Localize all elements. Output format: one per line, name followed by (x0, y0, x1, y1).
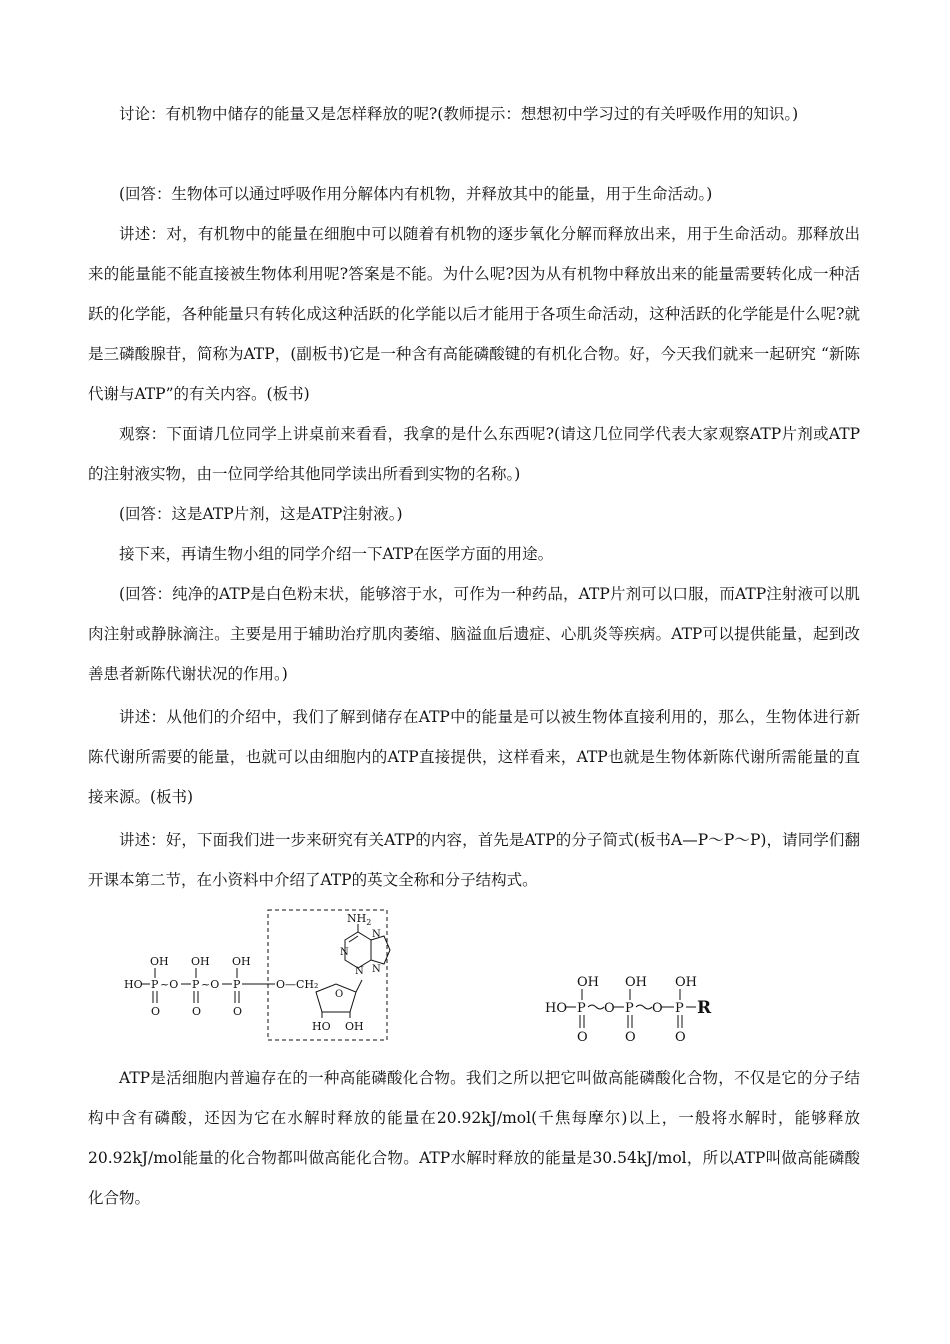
label-r-obridge1: O (604, 1001, 615, 1016)
label-r-oh2: OH (625, 975, 647, 990)
label-ring-oh: OH (345, 1020, 364, 1033)
paragraph-next: 接下来，再请生物小组的同学介绍一下ATP在医学方面的用途。 (119, 545, 554, 563)
label-o2: O (192, 1005, 202, 1018)
atp-full-structure (124, 910, 390, 1040)
label-oh3: OH (232, 955, 251, 968)
paragraph-discussion: 讨论：有机物中储存的能量又是怎样释放的呢?(教师提示：想想初中学习过的有关呼吸作用的知识。) (119, 105, 799, 123)
label-tilde-o2: ~O (201, 978, 220, 991)
label-n3: N (372, 929, 381, 940)
label-r-ho: HO (545, 1001, 567, 1016)
label-n4: N (372, 964, 381, 975)
atp-simplified-structure (545, 975, 712, 1045)
label-r-p1: P (577, 1001, 586, 1016)
label-r-o1: O (577, 1030, 588, 1045)
atp-structure-figure (0, 900, 950, 1050)
label-ring-ho: HO (312, 1020, 331, 1033)
label-r-o3: O (675, 1030, 686, 1045)
label-nh2: $NH_2$ (347, 912, 372, 927)
label-ring-o: O (335, 989, 344, 1000)
label-r-group: R (697, 998, 712, 1018)
label-o1: O (151, 1005, 161, 1018)
paragraph-narration-energy: 讲述：从他们的介绍中，我们了解到储存在ATP中的能量是可以被生物体直接利用的，那么，生物体进行新陈代谢所需要的能量，也就可以由细胞内的ATP直接提供，这样看来，ATP也就是生物体新陈代谢所需能量的直接来源。(板书) (88, 708, 860, 806)
label-oh2: OH (191, 955, 210, 968)
paragraph-observation: 观察：下面请几位同学上讲桌前来看看，我拿的是什么东西呢?(请这几位同学代表大家观察ATP片剂或ATP的注射液实物，由一位同学给其他同学读出所看到实物的名称。) (88, 425, 860, 483)
label-oh1: OH (150, 955, 169, 968)
paragraph-answer-respiration: (回答：生物体可以通过呼吸作用分解体内有机物，并释放其中的能量，用于生命活动。) (119, 185, 713, 203)
label-n1: N (340, 947, 349, 958)
label-n2: N (355, 966, 364, 977)
label-r-p3: P (675, 1001, 684, 1016)
label-o-ch2: O—CH₂ (276, 978, 319, 991)
paragraph-narration-atp: 讲述：对，有机物中的能量在细胞中可以随着有机物的逐步氧化分解而释放出来，用于生命活动。那释放出来的能量能不能直接被生物体利用呢?答案是不能。为什么呢?因为从有机物中释放出来的能量需要转化成一种活跃的化学能，各种能量只有转化成这种活跃的化学能以后才能用于各项生命活动，这种活跃的化学能是什么呢?就是三磷酸腺苷，简称为ATP，(副板书)它是一种含有高能磷酸键的有机化合物。好，今天我们就来一起研究 “新陈代谢与ATP”的有关内容。(板书) (88, 225, 860, 403)
label-r-oh3: OH (675, 975, 697, 990)
label-p2: P (192, 978, 200, 991)
paragraph-answer-medical: (回答：纯净的ATP是白色粉末状，能够溶于水，可作为一种药品，ATP片剂可以口服，而ATP注射液可以肌肉注射或静脉滴注。主要是用于辅助治疗肌肉萎缩、脑溢血后遗症、心肌炎等疾病。ATP可以提供能量，起到改善患者新陈代谢状况的作用。) (88, 585, 860, 683)
label-r-p2: P (625, 1001, 634, 1016)
paragraph-high-energy: ATP是活细胞内普遍存在的一种高能磷酸化合物。我们之所以把它叫做高能磷酸化合物，不仅是它的分子结构中含有磷酸，还因为它在水解时释放的能量在20.92kJ/mol(千焦每摩尔)以上，一般将水解时，能够释放20.92kJ/mol能量的化合物都叫做高能化合物。ATP水解时释放的能量是30.54kJ/mol，所以ATP叫做高能磷酸化合物。 (88, 1069, 860, 1207)
label-ho: HO (124, 978, 143, 991)
label-r-oh1: OH (577, 975, 599, 990)
label-tilde-o1: ~O (160, 978, 179, 991)
label-p1: P (151, 978, 159, 991)
paragraph-narration-structure: 讲述：好，下面我们进一步来研究有关ATP的内容，首先是ATP的分子简式(板书A—P～P～P)，请同学们翻开课本第二节，在小资料中介绍了ATP的英文全称和分子结构式。 (88, 831, 860, 889)
label-r-obridge2: O (652, 1001, 663, 1016)
label-p3: P (233, 978, 241, 991)
label-o3: O (233, 1005, 243, 1018)
paragraph-answer-tablet: (回答：这是ATP片剂，这是ATP注射液。) (119, 505, 403, 523)
label-r-o2: O (625, 1030, 636, 1045)
